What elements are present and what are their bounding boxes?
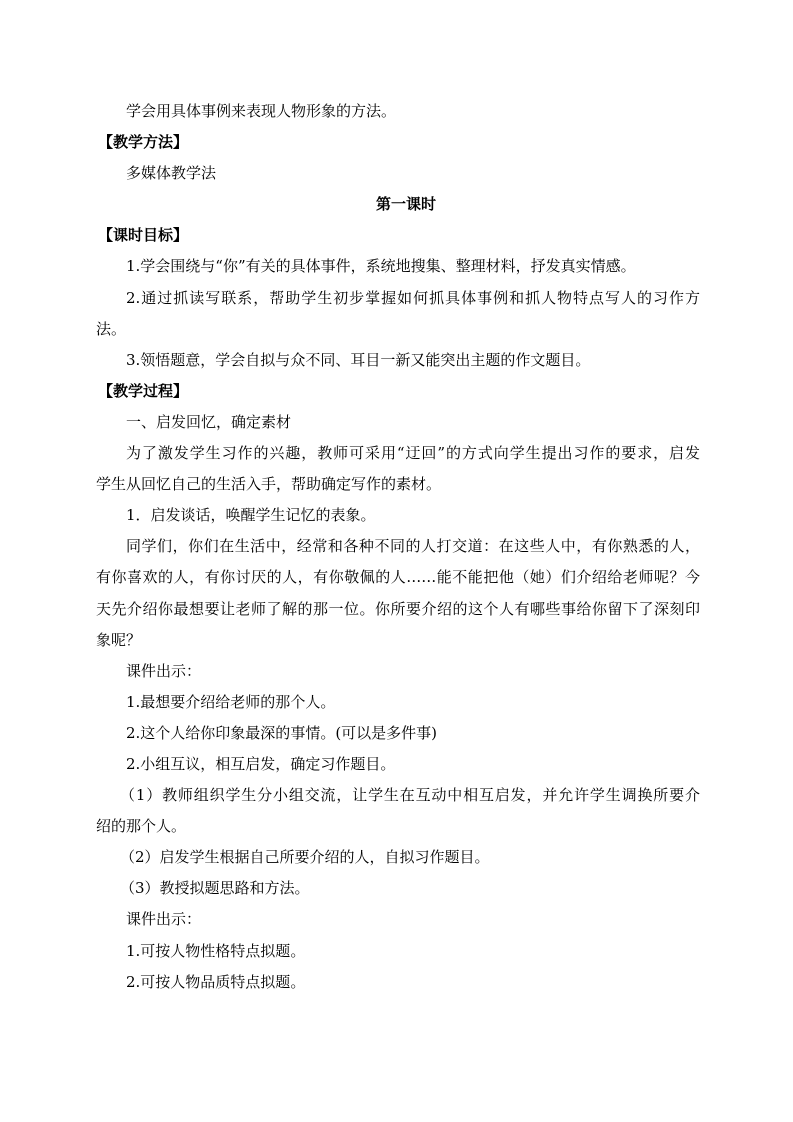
lesson-title: 第一课时 bbox=[375, 195, 436, 214]
teaching-method-text: 多媒体教学法 bbox=[126, 164, 217, 183]
list-item: 1.最想要介绍给老师的那个人。 bbox=[126, 692, 336, 711]
intro-text: 学会用具体事例来表现人物形象的方法。 bbox=[126, 102, 397, 120]
courseware-label: 课件出示： bbox=[126, 910, 202, 929]
list-item: 2.这个人给你印象最深的事情。(可以是多件事) bbox=[126, 723, 438, 742]
paragraph-line: 学生从回忆自己的生活入手，帮助确定写作的素材。 bbox=[96, 475, 442, 494]
paragraph-line: 绍的那个人。 bbox=[96, 817, 187, 836]
goal-item-1: 1.学会围绕与“你”有关的具体事件，系统地搜集、整理材料，抒发真实情感。 bbox=[126, 257, 636, 276]
goal-item-2-line-1: 2.通过抓读写联系，帮助学生初步掌握如何抓具体事例和抓人物特点写人的习作方 bbox=[126, 288, 700, 307]
section-heading-teaching-method: 【教学方法】 bbox=[98, 133, 189, 152]
process-step-1-title: 一、启发回忆，确定素材 bbox=[126, 412, 292, 431]
sub-step-title: 1．启发谈话，唤醒学生记忆的表象。 bbox=[126, 506, 376, 525]
paragraph-line: 象呢？ bbox=[96, 630, 142, 649]
goal-item-3: 3.领悟题意，学会自拟与众不同、耳目一新又能突出主题的作文题目。 bbox=[126, 350, 591, 369]
section-heading-teaching-process: 【教学过程】 bbox=[98, 381, 189, 400]
sub-step-title: 2.小组互议，相互启发，确定习作题目。 bbox=[126, 754, 396, 773]
goal-item-2-line-2: 法。 bbox=[96, 319, 127, 338]
courseware-label: 课件出示： bbox=[126, 661, 202, 680]
section-heading-lesson-goals: 【课时目标】 bbox=[98, 226, 189, 245]
paragraph-line: 有你喜欢的人，有你讨厌的人，有你敬佩的人……能不能把他（她）们介绍给老师呢？今 bbox=[96, 568, 700, 587]
document-body bbox=[96, 96, 700, 998]
paragraph-line: 天先介绍你最想要让老师了解的那一位。你所要介绍的这个人有哪些事给你留下了深刻印 bbox=[96, 599, 700, 618]
paragraph-line: （1）教师组织学生分小组交流，让学生在互动中相互启发，并允许学生调换所要介 bbox=[120, 786, 700, 805]
paragraph-line: 同学们，你们在生活中，经常和各种不同的人打交道：在这些人中，有你熟悉的人， bbox=[126, 537, 700, 556]
list-item: 2.可按人物品质特点拟题。 bbox=[126, 972, 306, 991]
list-item: （3）教授拟题思路和方法。 bbox=[120, 879, 310, 898]
list-item: 1.可按人物性格特点拟题。 bbox=[126, 941, 306, 960]
paragraph-line: 为了激发学生习作的兴趣，教师可采用“迂回”的方式向学生提出习作的要求，启发 bbox=[126, 444, 700, 463]
list-item: （2）启发学生根据自己所要介绍的人，自拟习作题目。 bbox=[120, 848, 490, 867]
